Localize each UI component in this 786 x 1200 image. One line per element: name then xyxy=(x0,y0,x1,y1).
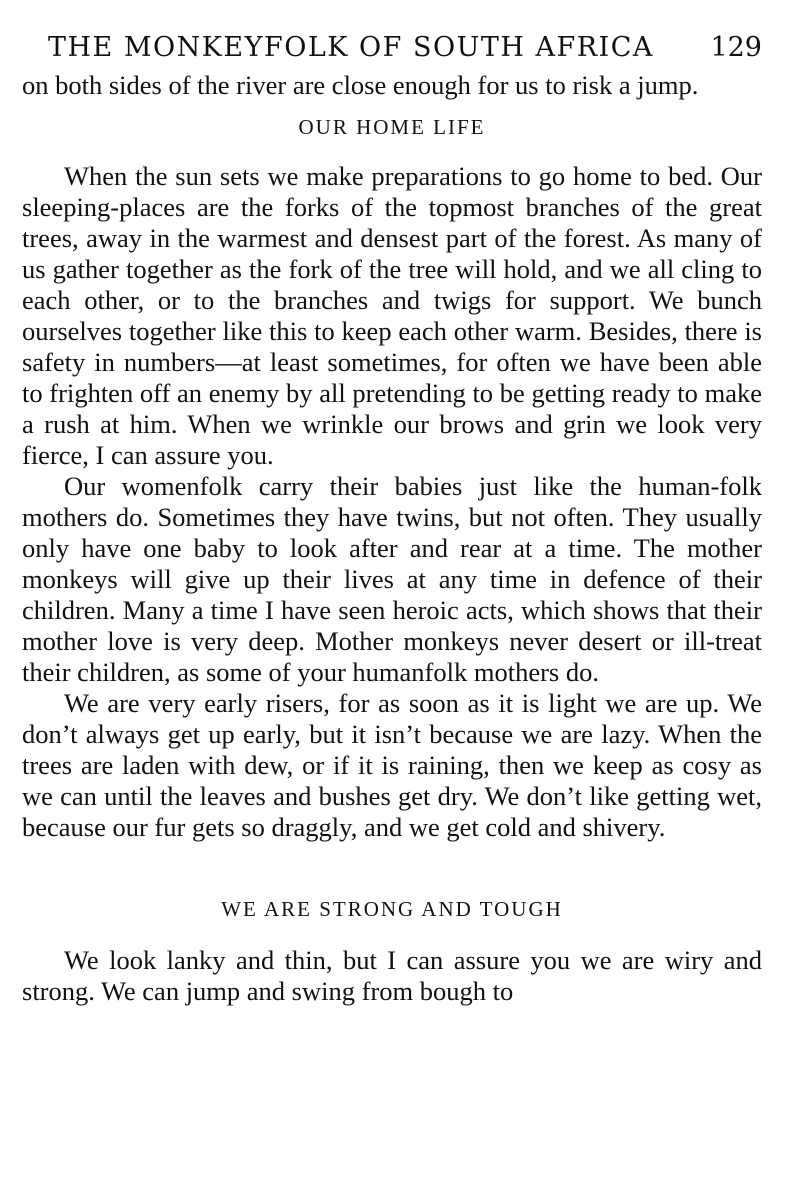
paragraph-lanky-and-thin: We look lanky and thin, but I can assure you we are wiry and strong. We can jump and swing from bough to xyxy=(22,945,762,1006)
running-title: THE MONKEYFOLK OF SOUTH AFRICA xyxy=(48,32,654,63)
section-heading-strong-and-tough: WE ARE STRONG AND TOUGH xyxy=(221,897,563,921)
paragraph-continued: on both sides of the river are close enough for us to risk a jump. xyxy=(22,70,699,100)
page-body xyxy=(22,70,762,1007)
paragraph-sleeping-places: When the sun sets we make preparations to go home to bed. Our sleeping-places are the forks of the topmost branches of the great trees, away in the warmest and densest part of the forest. As many of us gather together as the fork of the tree will hold, and we all cling to each other, or to the branches and twigs for support. We bunch ourselves together like this to keep each other warm. Besides, there is safety in numbers—at least sometimes, for often we have been able to frighten off an enemy by all pretending to be getting ready to make a rush at him. When we wrinkle our brows and grin we look very fierce, I can assure you. xyxy=(22,161,762,470)
paragraph-womenfolk: Our womenfolk carry their babies just like the human-folk mothers do. Sometimes they have twins, but not often. They usually only have one baby to look after and rear at a time. The mother monkeys will give up their lives at any time in defence of their children. Many a time I have seen heroic acts, which shows that their mother love is very deep. Mother monkeys never desert or ill-treat their children, as some of your humanfolk mothers do. xyxy=(22,471,762,687)
page-number: 129 xyxy=(710,32,762,63)
paragraph-early-risers: We are very early risers, for as soon as it is light we are up. We don’t always get up early, but it isn’t because we are lazy. When the trees are laden with dew, or if it is raining, then we keep as cosy as we can until the leaves and bushes get dry. We don’t like getting wet, because our fur gets so draggly, and we get cold and shivery. xyxy=(22,688,762,842)
section-heading-our-home-life: OUR HOME LIFE xyxy=(298,115,486,139)
running-head xyxy=(48,30,762,66)
